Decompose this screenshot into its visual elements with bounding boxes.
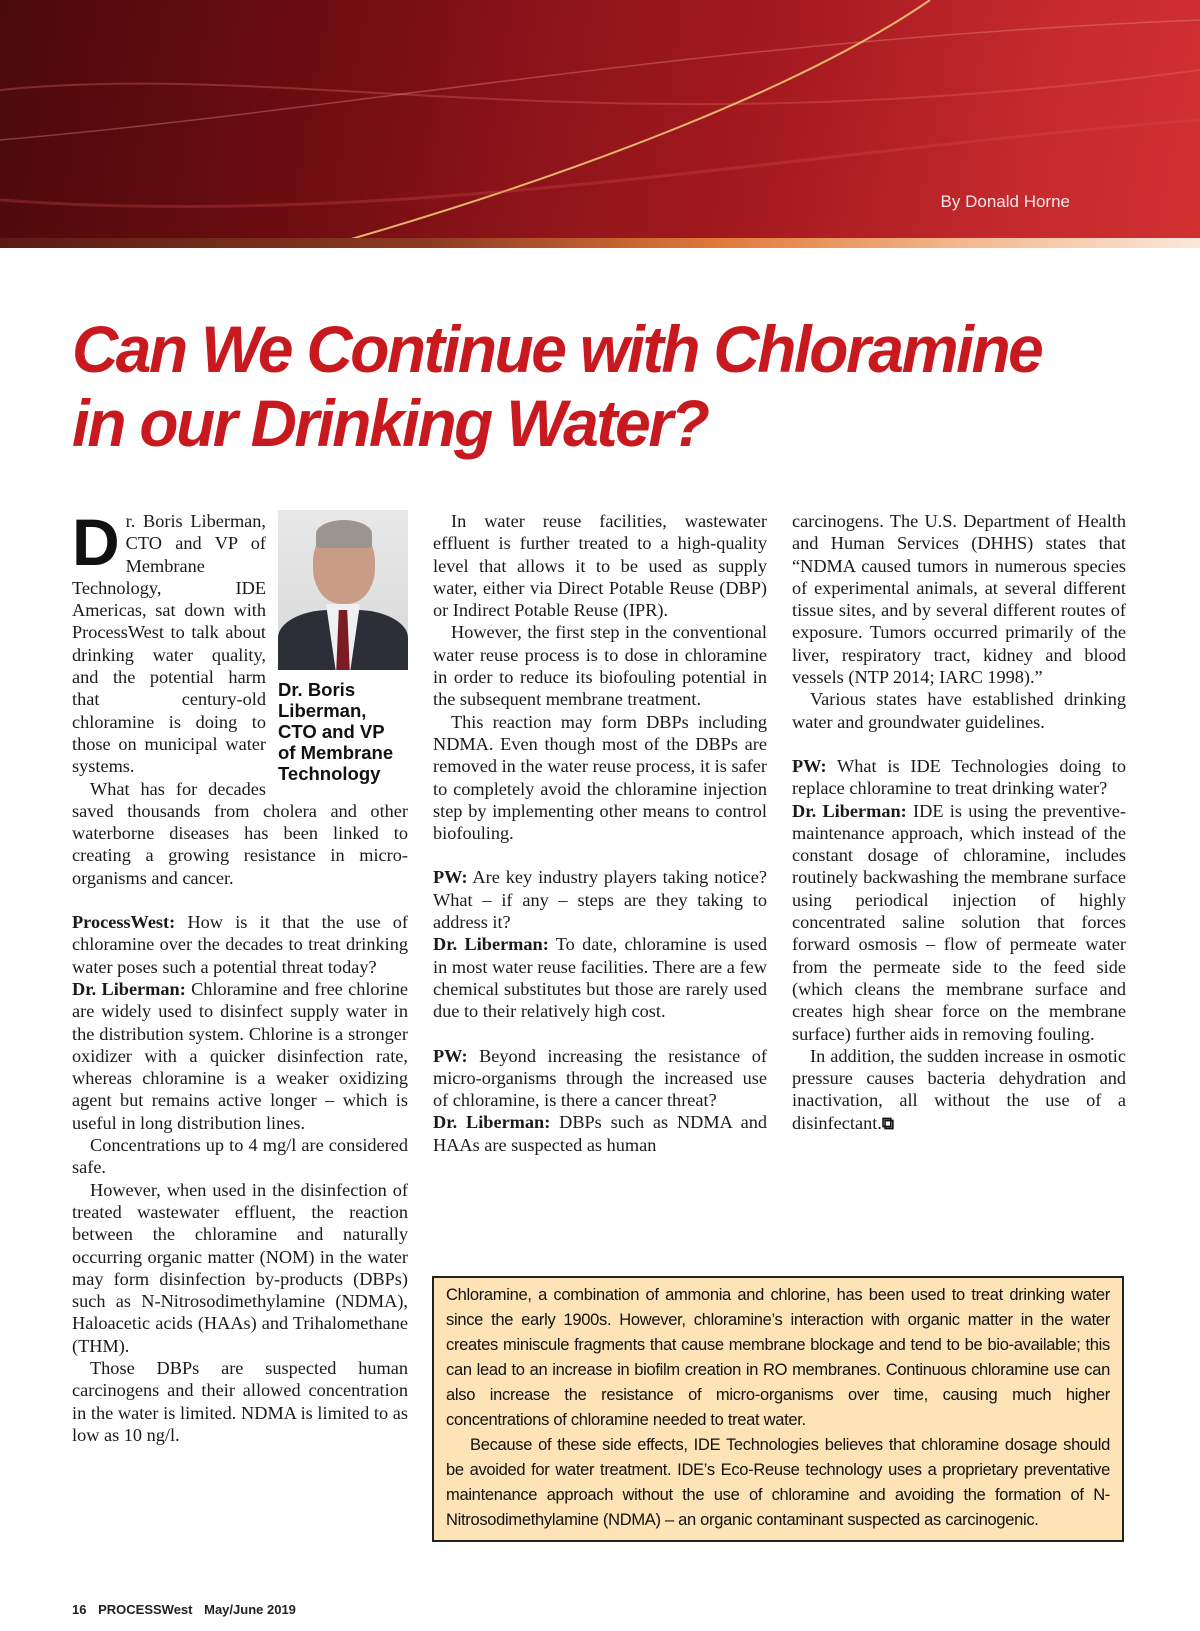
intro-paragraph: Dr. Boris Liberman, CTO and VP of Membrane Technology, IDE Americas, sat down with ProcessWest to talk about drinking water quality, and the potential harm that century-old chloramine is doing to those on municipal water systems. [72, 505, 266, 777]
column-3 [792, 510, 1126, 1135]
column-1 [72, 505, 408, 1446]
photo-caption: Dr. Boris Liberman, CTO and VP of Membrane Technology [278, 679, 394, 784]
paragraph: carcinogens. The U.S. Department of Health and Human Services (DHHS) states that “NDMA caused tumors in numerous species of experimental animals, at several different tissue sites, and by several different routes of exposure. Tumors occurred primarily of the liver, respiratory tract, kidney and blood vessels (NTP 2014; IARC 1998).” [792, 511, 1126, 688]
title-line-2: in our Drinking Water? [72, 386, 708, 460]
page-footer [72, 1602, 304, 1617]
question-4: PW: What is IDE Technologies doing to replace chloramine to treat drinking water? [792, 755, 1126, 799]
sidebar-paragraph-2: Because of these side effects, IDE Technologies believes that chloramine dosage should be avoided for water treatment. IDE’s Eco-Reuse technology uses a proprietary preventative maintenance approach without the use of chloramine and avoiding the formation of N-Nitrosodimethylamine (NDMA) – an organic contaminant suspected as carcinogenic. [446, 1436, 1110, 1529]
column-2 [433, 510, 767, 1156]
issue-date: May/June 2019 [204, 1602, 296, 1617]
paragraph: However, when used in the disinfection of treated wastewater effluent, the reaction between the chloramine and naturally occurring organic matter (NOM) in the water may form disinfection by-products (DBPs) such as N-Nitrosodimethylamine (NDMA), Haloacetic acids (HAAs) and Trihalomethane (THM). [72, 1179, 408, 1356]
answer-3: Dr. Liberman: DBPs such as NDMA and HAAs are suspected as human [433, 1112, 767, 1155]
drop-cap: D [72, 505, 120, 579]
paragraph: In water reuse facilities, wastewater effluent is further treated to a high-quality level that allows it to be used as supply water, either via Direct Potable Reuse (DBP) or Indirect Potable Reuse (IPR). [433, 511, 767, 621]
closing-paragraph: In addition, the sudden increase in osmotic pressure causes bacteria dehydration and inactivation, all without the use of a disinfectant.⧉ [792, 1045, 1126, 1134]
end-mark-icon: ⧉ [881, 1113, 894, 1134]
sidebar-paragraph-1: Chloramine, a combination of ammonia and chlorine, has been used to treat drinking water since the early 1900s. However, chloramine’s interaction with organic matter in the water creates miniscule fragments that cause membrane blockage and tend to be bio-available; this can lead to an increase in biofilm creation in RO membranes. Continuous chloramine use can also increase the resistance of micro-organisms over time, causing much higher concentrations of chloramine needed to treat water. [446, 1286, 1110, 1429]
sidebar-box [432, 1276, 1124, 1542]
paragraph: Those DBPs are suspected human carcinogens and their allowed concentration in the water is limited. NDMA is limited to as low as 10 ng/l. [72, 1357, 408, 1445]
paragraph: Various states have established drinking water and groundwater guidelines. [792, 689, 1126, 732]
page-number: 16 [72, 1602, 87, 1617]
question-1: ProcessWest: How is it that the use of chloramine over the decades to treat drinking water poses such a potential threat today? [72, 912, 408, 977]
paragraph: However, the first step in the conventional water reuse process is to dose in chloramine in order to reduce its biofouling potential in the subsequent membrane treatment. [433, 622, 767, 710]
article-title [72, 312, 1139, 460]
paragraph: What has for decades saved thousands from cholera and other waterborne diseases has been linked to creating a growing resistance in micro-organisms and cancer. [72, 778, 408, 888]
answer-1: Dr. Liberman: Chloramine and free chlorine are widely used to disinfect supply water in the distribution system. Chlorine is a stronger oxidizer with a quicker disinfection rate, whereas chloramine is a weaker oxidizing agent but remains active longer – which is useful in long distribution lines. [72, 978, 408, 1133]
banner-bottom-strip [0, 238, 1200, 248]
byline: By Donald Horne [940, 192, 1070, 211]
question-3: PW: Beyond increasing the resistance of micro-organisms through the increased use of chloramine, is there a cancer threat? [433, 1045, 767, 1111]
portrait-photo [278, 510, 408, 670]
answer-2: Dr. Liberman: To date, chloramine is used in most water reuse facilities. There are a few chemical substitutes but those are rarely used due to their relatively high cost. [433, 934, 767, 1022]
paragraph: Concentrations up to 4 mg/l are considered safe. [72, 1135, 408, 1178]
paragraph: This reaction may form DBPs including NDMA. Even though most of the DBPs are removed in the water reuse process, it is safer to completely avoid the chloramine injection step by implementing other means to control biofouling. [433, 711, 767, 844]
publication-name: PROCESSWest [98, 1602, 193, 1617]
photo-figure [278, 510, 408, 784]
header-banner [0, 0, 1200, 248]
title-line-1: Can We Continue with Chloramine [72, 312, 1042, 386]
question-2: PW: Are key industry players taking notice? What – if any – steps are they taking to address it? [433, 867, 767, 933]
answer-4: Dr. Liberman: IDE is using the preventive-maintenance approach, which instead of the constant dosage of chloramine, includes routinely backwashing the membrane surface using periodical injection of highly concentrated saline solution that forces forward osmosis – flow of permeate water from the permeate side to the feed side (which cleans the membrane surface and creates high shear force on the membrane surface) further aids in removing fouling. [792, 800, 1126, 1044]
